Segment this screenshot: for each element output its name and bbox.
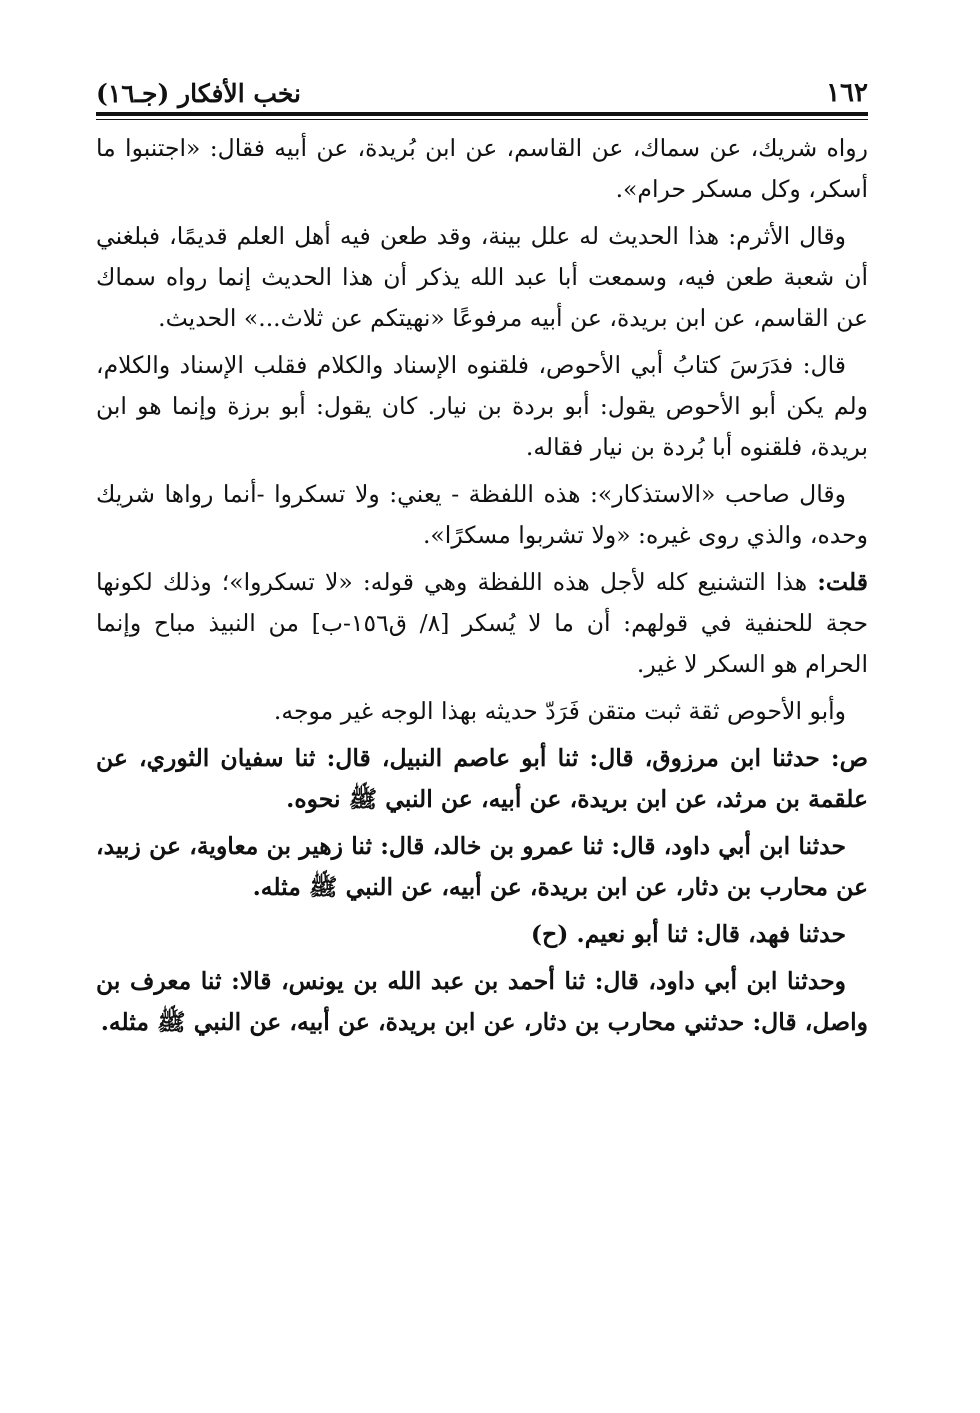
book-page: [96, 60, 868, 1049]
paragraph-9: [96, 914, 868, 955]
paragraph-4: [96, 474, 868, 556]
paragraph-text: وقال الأثرم: هذا الحديث له علل بينة، وقد طعن فيه أهل العلم قديمًا، فبلغني أن شعبة طعن فيه، وسمعت أبا عبد الله يذكر أن هذا الحديث إنما رواه سماك عن القاسم، عن ابن بريدة، عن أبيه مرفوعًا «نهيتكم عن ثلاث...» الحديث.: [96, 222, 868, 332]
header-rule-thin: [96, 119, 868, 120]
paragraph-5: [96, 562, 868, 685]
paragraph-lead: قلت:: [817, 568, 868, 596]
page-body: [96, 128, 868, 1043]
paragraph-text: وحدثنا ابن أبي داود، قال: ثنا أحمد بن عبد الله بن يونس، قالا: ثنا معرف بن واصل، قال: حدثني محارب بن دثار، عن ابن بريدة، عن أبيه، عن النبي ﷺ مثله.: [96, 967, 868, 1036]
paragraph-8: [96, 826, 868, 908]
paragraph-text: حدثنا ابن مرزوق، قال: ثنا أبو عاصم النبيل، قال: ثنا سفيان الثوري، عن علقمة بن مرثد، عن ابن بريدة، عن أبيه، عن النبي ﷺ نحوه.: [96, 744, 868, 813]
paragraph-1: [96, 128, 868, 210]
paragraph-text: حدثنا ابن أبي داود، قال: ثنا عمرو بن خالد، قال: ثنا زهير بن معاوية، عن زبيد، عن محارب بن دثار، عن ابن بريدة، عن أبيه، عن النبي ﷺ مثله.: [96, 832, 868, 901]
paragraph-text: وأبو الأحوص ثقة ثبت متقن فَرَدّ حديثه بهذا الوجه غير موجه.: [273, 697, 846, 725]
paragraph-text: هذا التشنيع كله لأجل هذه اللفظة وهي قوله: «لا تسكروا»؛ وذلك لكونها حجة للحنفية في قولهم: أن ما لا يُسكر [٨/ ق١٥٦-ب] من النبيذ مباح وإنما الحرام هو السكر لا غير.: [96, 568, 868, 678]
paragraph-3: [96, 345, 868, 468]
paragraph-2: [96, 216, 868, 339]
paragraph-10: [96, 961, 868, 1043]
paragraph-lead: ص:: [830, 744, 868, 772]
paragraph-text: حدثنا فهد، قال: ثنا أبو نعيم. (ح): [530, 920, 846, 948]
paragraph-text: رواه شريك، عن سماك، عن القاسم، عن ابن بُريدة، عن أبيه فقال: «اجتنبوا ما أسكر، وكل مسكر حرام».: [96, 134, 868, 203]
running-header: [96, 60, 868, 108]
paragraph-6: [96, 691, 868, 732]
paragraph-7: [96, 738, 868, 820]
paragraph-text: قال: فدَرَسَ كتابُ أبي الأحوص، فلقنوه الإسناد والكلام فقلب الإسناد والكلام، ولم يكن أبو الأحوص يقول: أبو بردة بن نيار. كان يقول: أبو برزة وإنما هو ابن بريدة، فلقنوه أبا بُردة بن نيار فقاله.: [96, 351, 868, 461]
paragraph-text: وقال صاحب «الاستذكار»: هذه اللفظة - يعني: ولا تسكروا -أنما رواها شريك وحده، والذي روى غيره: «ولا تشربوا مسكرًا».: [96, 480, 868, 549]
page-number: ١٦٢: [826, 78, 868, 108]
header-rule-thick: [96, 112, 868, 116]
book-title: نخب الأفكار (جـ١٦): [96, 79, 302, 108]
